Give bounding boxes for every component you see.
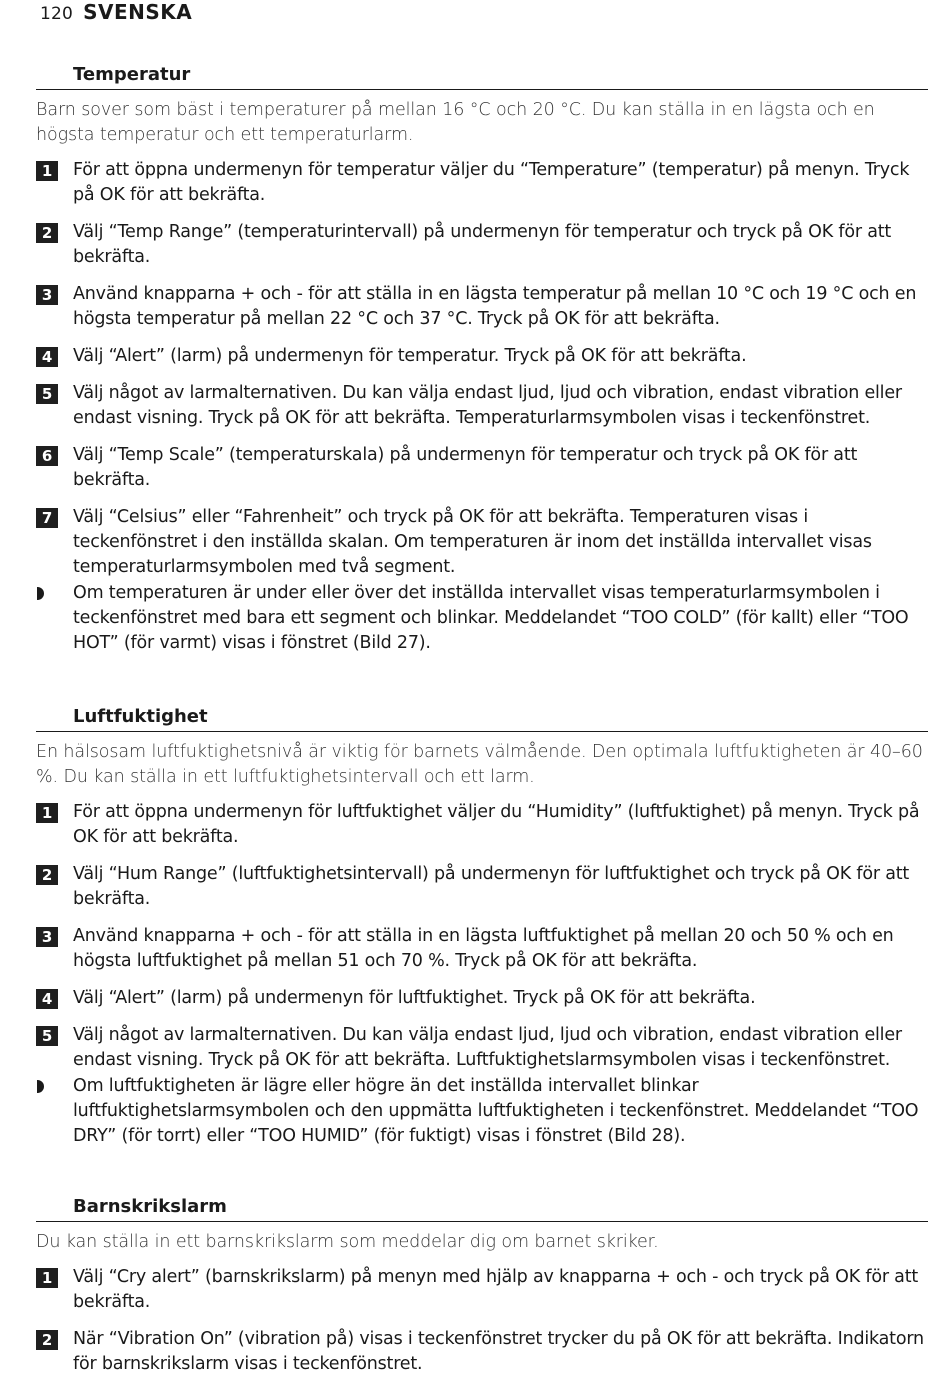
step-text: För att öppna undermenyn för luftfuktighet väljer du “Humidity” (luftfuktighet) på menyn. Tryck på OK för att bekräfta. xyxy=(73,802,920,847)
step-text: Välj något av larmalternativen. Du kan välja endast ljud, ljud och vibration, endast vibration eller endast visning. Tryck på OK för att bekräfta. Temperaturlarmsymbolen visas i teckenfönstret. xyxy=(73,383,902,428)
step-text: Använd knapparna + och - för att ställa in en lägsta luftfuktighet på mellan 20 och 50 % och en högsta luftfuktighet på mellan 51 och 70 %. Tryck på OK för att bekräfta. xyxy=(73,926,894,971)
step-text: Använd knapparna + och - för att ställa in en lägsta temperatur på mellan 10 °C och 19 °C och en högsta temperatur på mellan 22 °C och 37 °C. Tryck på OK för att bekräfta. xyxy=(73,284,917,329)
bullet-item xyxy=(36,581,928,656)
bullet-text: Om temperaturen är under eller över det inställda intervallet visas temperaturlarmsymbolen i teckenfönstret med bara ett segment och blinkar. Meddelandet “TOO COLD” (för kallt) eller “TOO HOT” (för varmt) visas i fönstret (Bild 27). xyxy=(73,583,909,653)
step-item xyxy=(36,986,928,1011)
step-number-badge: 3 xyxy=(36,285,58,305)
step-number-badge: 4 xyxy=(36,347,58,367)
section-heading: Luftfuktighet xyxy=(36,706,928,732)
bullet-icon xyxy=(37,587,44,600)
step-list xyxy=(36,1265,928,1377)
section-luftfuktighet xyxy=(36,706,928,1159)
section-intro: Barn sover som bäst i temperaturer på mellan 16 °C och 20 °C. Du kan ställa in en lägsta och en högsta temperatur och ett temperaturlarm. xyxy=(36,100,875,145)
step-text: När “Vibration On” (vibration på) visas i teckenfönstret trycker du på OK för att bekräfta. Indikatorn för barnskrikslarm visas i teckenfönstret. xyxy=(73,1329,924,1374)
page-header xyxy=(40,0,192,28)
step-item xyxy=(36,443,928,493)
step-item xyxy=(36,1023,928,1073)
step-item xyxy=(36,344,928,369)
step-number-badge: 5 xyxy=(36,1026,58,1046)
section-barnskrikslarm xyxy=(36,1196,928,1389)
section-temperatur xyxy=(36,64,928,666)
step-number-badge: 1 xyxy=(36,1268,58,1288)
step-item xyxy=(36,800,928,850)
page-number: 120 xyxy=(40,4,74,24)
step-list xyxy=(36,800,928,1149)
step-number-badge: 2 xyxy=(36,1330,58,1350)
step-item xyxy=(36,1265,928,1315)
step-text: Välj “Temp Range” (temperaturintervall) på undermenyn för temperatur och tryck på OK för att bekräfta. xyxy=(73,222,892,267)
step-list xyxy=(36,158,928,656)
step-number-badge: 5 xyxy=(36,384,58,404)
step-item xyxy=(36,158,928,208)
step-text: Välj “Temp Scale” (temperaturskala) på undermenyn för temperatur och tryck på OK för att bekräfta. xyxy=(73,445,858,490)
section-intro: En hälsosam luftfuktighetsnivå är viktig för barnets välmående. Den optimala luftfuktigheten är 40–60 %. Du kan ställa in ett luftfuktighetsintervall och ett larm. xyxy=(36,742,923,787)
step-item xyxy=(36,1327,928,1377)
section-heading: Barnskrikslarm xyxy=(36,1196,928,1222)
step-text: Välj “Alert” (larm) på undermenyn för luftfuktighet. Tryck på OK för att bekräfta. xyxy=(73,988,756,1008)
step-item xyxy=(36,862,928,912)
step-number-badge: 7 xyxy=(36,508,58,528)
step-number-badge: 4 xyxy=(36,989,58,1009)
step-item xyxy=(36,220,928,270)
section-intro: Du kan ställa in ett barnskrikslarm som meddelar dig om barnet skriker. xyxy=(36,1232,659,1252)
step-text: Välj “Alert” (larm) på undermenyn för temperatur. Tryck på OK för att bekräfta. xyxy=(73,346,747,366)
language-title: SVENSKA xyxy=(83,0,193,24)
bullet-text: Om luftfuktigheten är lägre eller högre än det inställda intervallet blinkar luftfuktighetslarmsymbolen och den uppmätta luftfuktigheten i teckenfönstret. Meddelandet “TOO DRY” (för torrt) eller “TOO HUMID” (för fuktigt) visas i fönstret (Bild 28). xyxy=(73,1076,919,1146)
step-text: Välj “Cry alert” (barnskrikslarm) på menyn med hjälp av knapparna + och - och tryck på OK för att bekräfta. xyxy=(73,1267,919,1312)
step-number-badge: 1 xyxy=(36,803,58,823)
step-number-badge: 2 xyxy=(36,223,58,243)
step-number-badge: 3 xyxy=(36,927,58,947)
step-text: Välj “Celsius” eller “Fahrenheit” och tryck på OK för att bekräfta. Temperaturen visas i teckenfönstret i den inställda skalan. Om temperaturen är inom det inställda intervallet visas temperaturlarmsymbolen med två segment. xyxy=(73,507,872,577)
step-item xyxy=(36,381,928,431)
step-number-badge: 2 xyxy=(36,865,58,885)
bullet-item xyxy=(36,1074,928,1149)
step-item xyxy=(36,282,928,332)
step-text: Välj “Hum Range” (luftfuktighetsintervall) på undermenyn för luftfuktighet och tryck på OK för att bekräfta. xyxy=(73,864,910,909)
step-item xyxy=(36,924,928,974)
step-item xyxy=(36,505,928,580)
section-heading: Temperatur xyxy=(36,64,928,90)
step-text: Välj något av larmalternativen. Du kan välja endast ljud, ljud och vibration, endast vibration eller endast visning. Tryck på OK för att bekräfta. Luftfuktighetslarmsymbolen visas i teckenfönstret. xyxy=(73,1025,902,1070)
step-number-badge: 6 xyxy=(36,446,58,466)
step-text: För att öppna undermenyn för temperatur väljer du “Temperature” (temperatur) på menyn. Tryck på OK för att bekräfta. xyxy=(73,160,910,205)
step-number-badge: 1 xyxy=(36,161,58,181)
bullet-icon xyxy=(37,1080,44,1093)
